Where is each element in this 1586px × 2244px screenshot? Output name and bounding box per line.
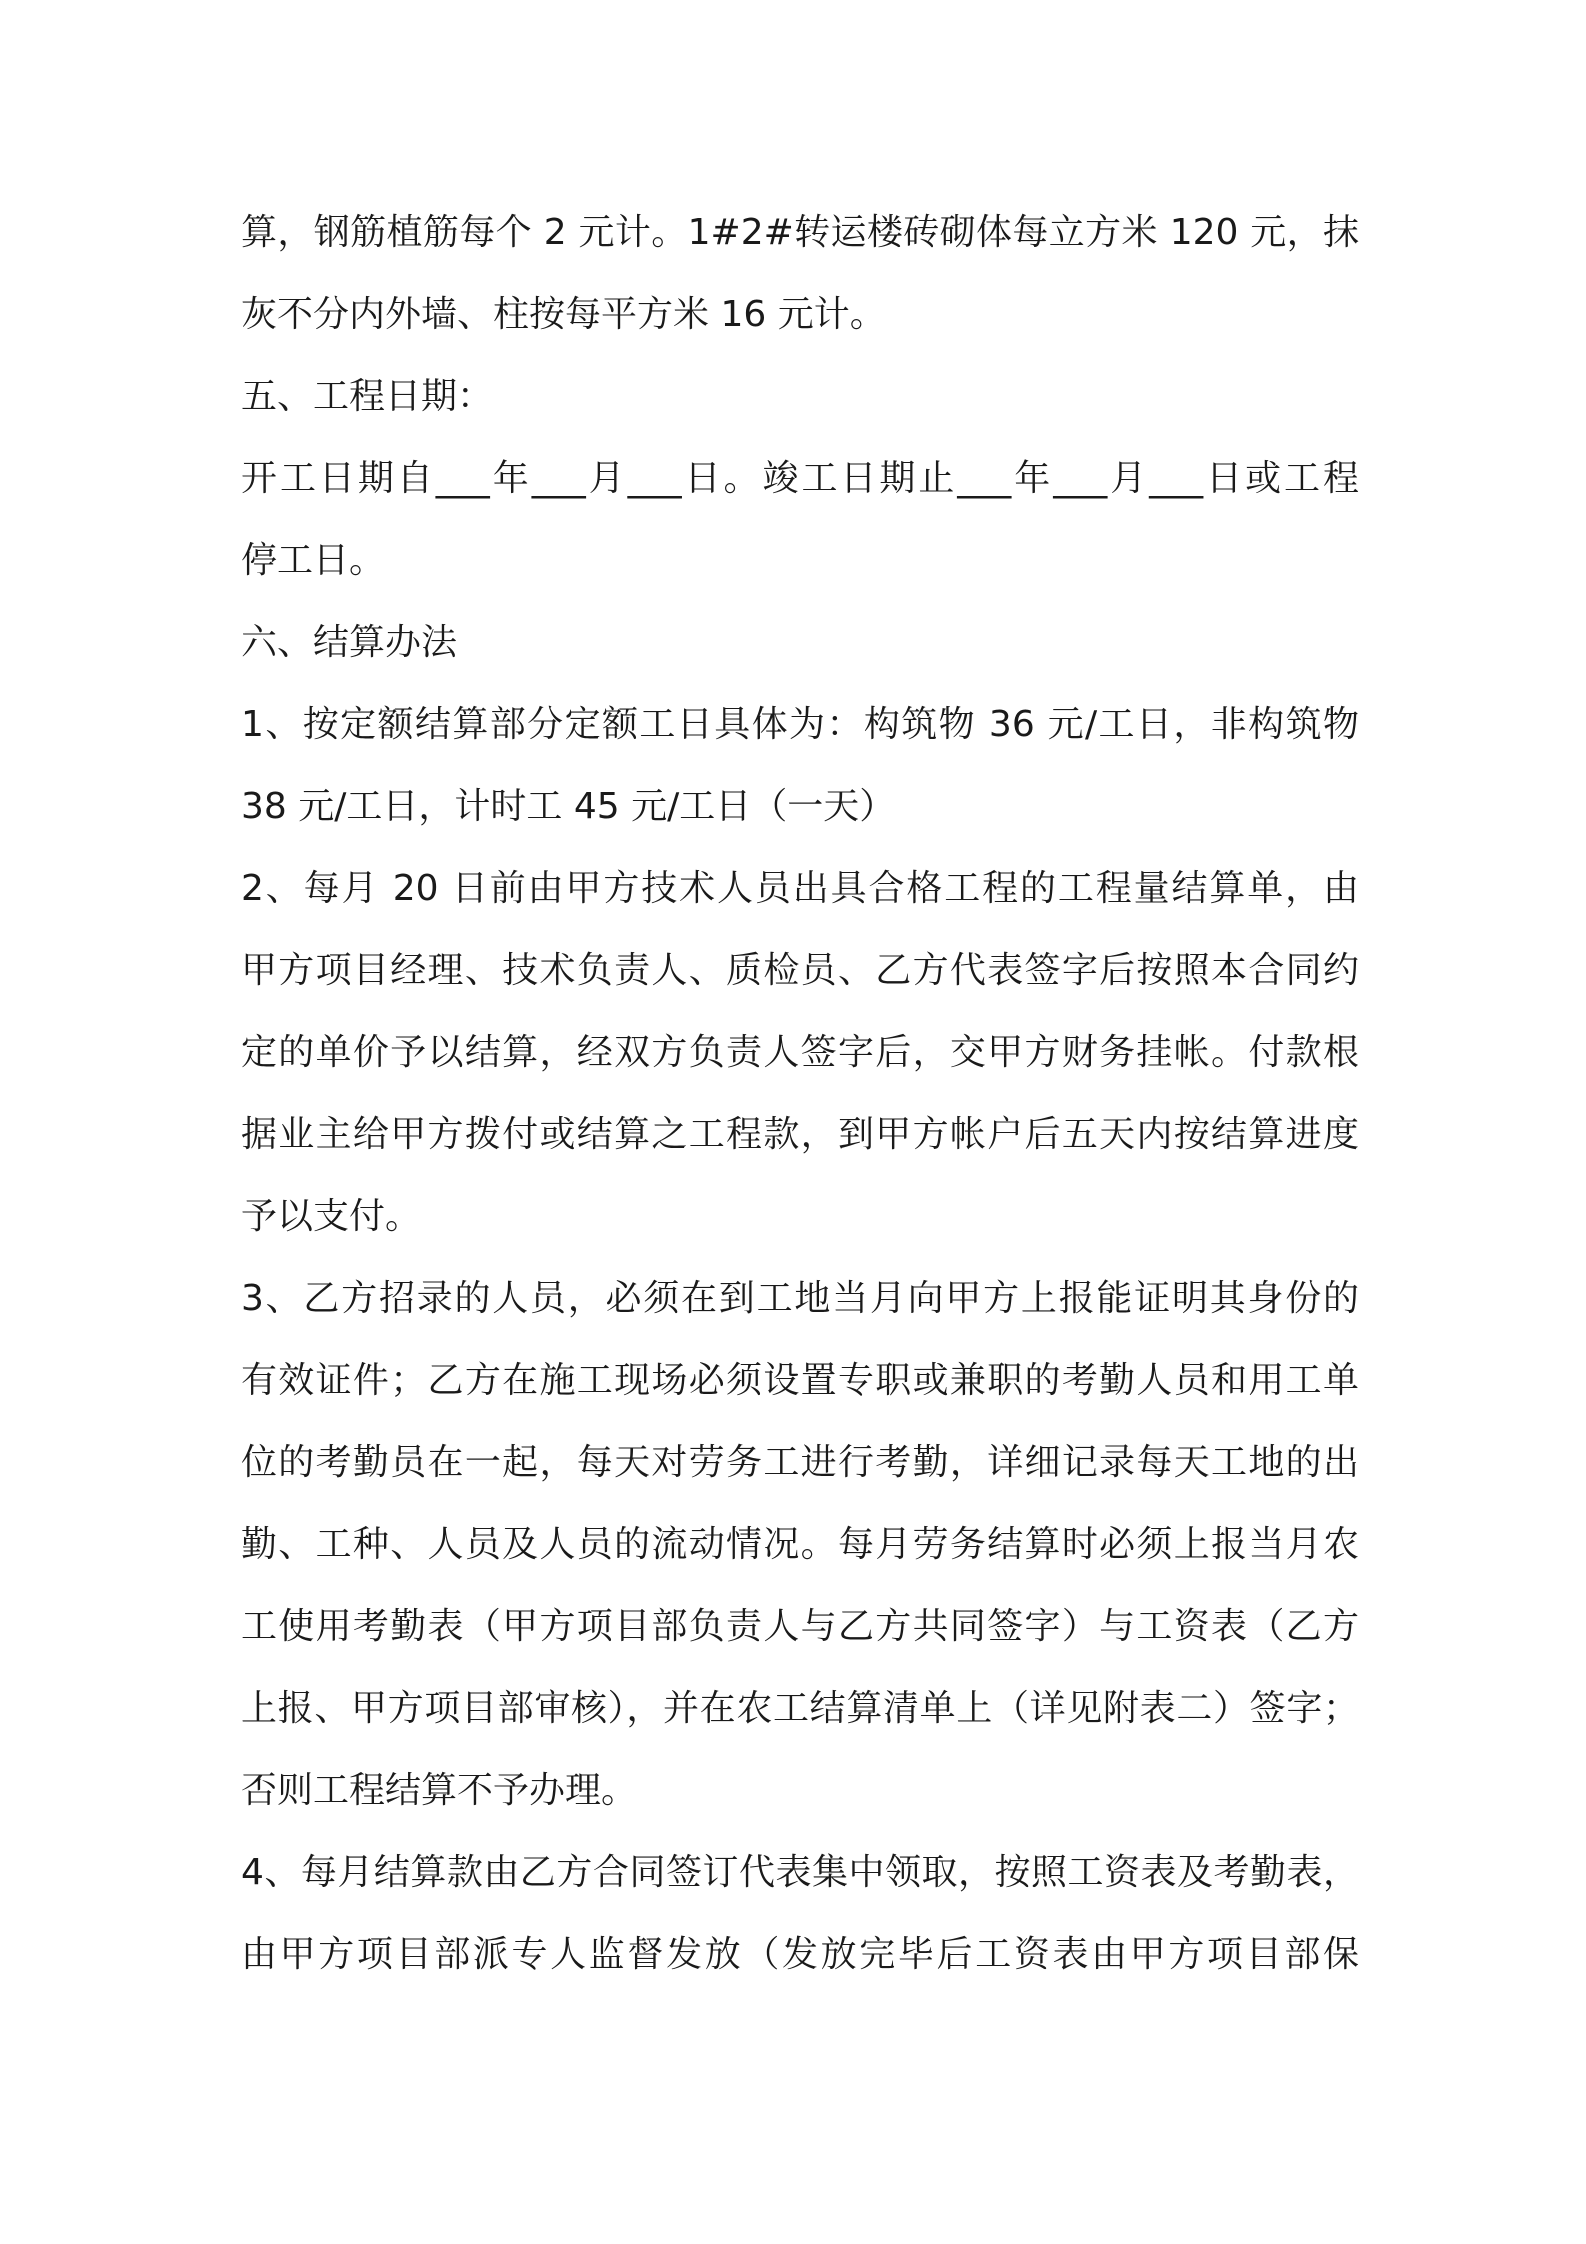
text-line: 位的考勤员在一起，每天对劳务工进行考勤，详细记录每天工地的出 (241, 1442, 1359, 1483)
text-line: 有效证件；乙方在施工现场必须设置专职或兼职的考勤人员和用工单 (241, 1360, 1359, 1401)
section-heading: 六、结算办法 (241, 622, 458, 663)
text-line: 灰不分内外墙、柱按每平方米 16 元计。 (241, 294, 886, 335)
text-line: 上报、甲方项目部审核），并在农工结算清单上（详见附表二）签字； (241, 1688, 1359, 1729)
text-line: 甲方项目经理、技术负责人、质检员、乙方代表签字后按照本合同约 (241, 950, 1359, 991)
text-line: 据业主给甲方拨付或结算之工程款，到甲方帐户后五天内按结算进度 (241, 1114, 1359, 1155)
text-line: 2、每月 20 日前由甲方技术人员出具合格工程的工程量结算单，由 (241, 868, 1359, 909)
text-line: 否则工程结算不予办理。 (241, 1770, 638, 1811)
text-line: 4、每月结算款由乙方合同签订代表集中领取，按照工资表及考勤表， (241, 1852, 1359, 1893)
text-line: 开工日期自___年___月___日。竣工日期止___年___月___日或工程 (241, 458, 1359, 499)
section-heading: 五、工程日期： (241, 376, 494, 417)
text-line: 定的单价予以结算，经双方负责人签字后，交甲方财务挂帐。付款根 (241, 1032, 1359, 1073)
text-line: 38 元/工日，计时工 45 元/工日（一天） (241, 786, 896, 827)
text-line: 勤、工种、人员及人员的流动情况。每月劳务结算时必须上报当月农 (241, 1524, 1359, 1565)
text-line: 1、按定额结算部分定额工日具体为：构筑物 36 元/工日，非构筑物 (241, 704, 1359, 745)
document-body (241, 192, 1359, 1996)
text-line: 予以支付。 (241, 1196, 422, 1237)
text-line: 工使用考勤表（甲方项目部负责人与乙方共同签字）与工资表（乙方 (241, 1606, 1359, 1647)
text-line: 算，钢筋植筋每个 2 元计。1#2#转运楼砖砌体每立方米 120 元，抹 (241, 212, 1359, 253)
text-line: 由甲方项目部派专人监督发放（发放完毕后工资表由甲方项目部保 (241, 1934, 1359, 1975)
text-line: 停工日。 (241, 540, 386, 581)
text-line: 3、乙方招录的人员，必须在到工地当月向甲方上报能证明其身份的 (241, 1278, 1359, 1319)
